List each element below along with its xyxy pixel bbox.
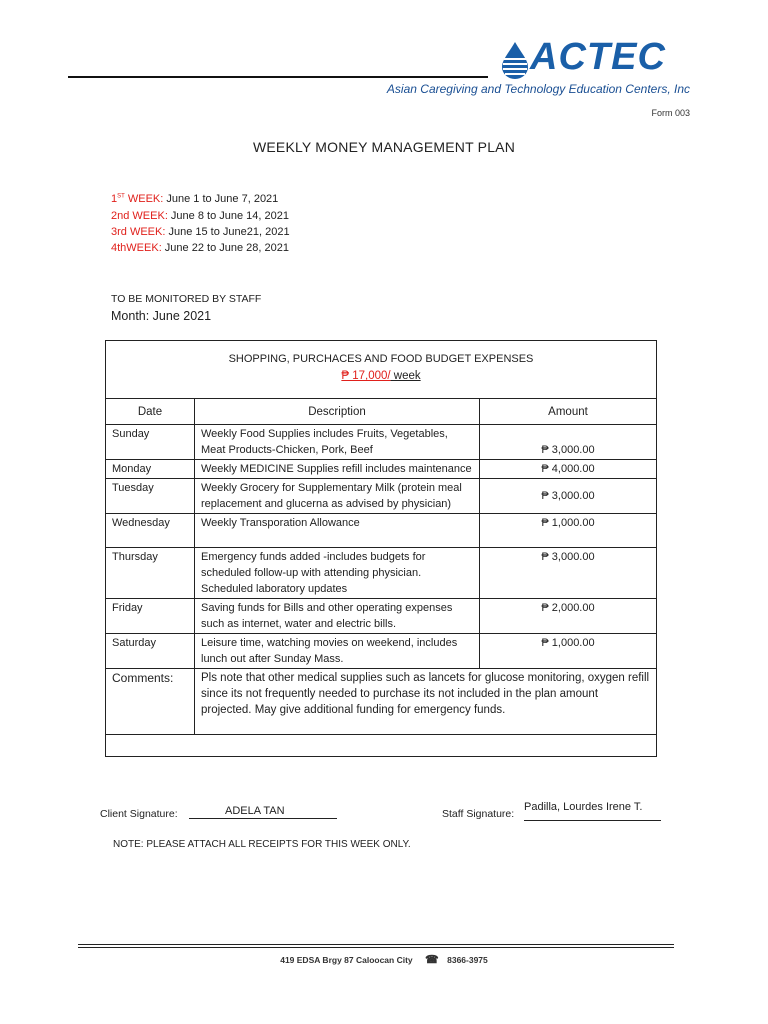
client-signature-line [189,818,337,819]
table-row [106,634,657,669]
table-row [106,599,657,634]
week-1 [111,193,278,205]
amount-cell: ₱ 3,000.00 [480,479,657,514]
header-rule [68,76,488,78]
week-range: June 15 to June21, 2021 [165,226,290,238]
phone-icon: ☎ [425,954,439,966]
description-cell: Emergency funds added -includes budgets for scheduled follow-up with attending physician. Scheduled laboratory updates [195,548,480,599]
week-range: June 8 to June 14, 2021 [167,210,289,222]
amount-cell: ₱ 1,000.00 [480,514,657,548]
budget-line [105,370,657,382]
budget-unit: week [390,370,421,382]
staff-signature-name: Padilla, Lourdes Irene T. [524,801,643,813]
actec-logo [498,36,698,80]
day-cell: Friday [106,599,195,634]
description-cell: Weekly Grocery for Supplementary Milk (protein meal replacement and glucerna as advised by physician) [195,479,480,514]
amount-cell: ₱ 4,000.00 [480,460,657,479]
week-4 [111,242,289,254]
week-3 [111,226,290,238]
drop-logo-icon [498,40,532,80]
client-signature-name: ADELA TAN [225,805,285,817]
table-row [106,479,657,514]
day-cell: Saturday [106,634,195,669]
day-cell: Sunday [106,425,195,460]
day-cell: Tuesday [106,479,195,514]
table-title: SHOPPING, PURCHACES AND FOOD BUDGET EXPENSES [228,353,534,365]
footer-rule [78,947,674,948]
week-range: June 1 to June 7, 2021 [163,193,279,205]
week-range: June 22 to June 28, 2021 [161,242,289,254]
amount-cell: ₱ 3,000.00 [480,548,657,599]
comments-label: Comments: [106,669,195,735]
day-cell: Wednesday [106,514,195,548]
description-cell: Weekly Food Supplies includes Fruits, Vegetables, Meat Products-Chicken, Pork, Beef [195,425,480,460]
footer-address: 419 EDSA Brgy 87 Caloocan City [280,955,413,965]
logo-text: ACTEC [530,36,666,78]
amount-cell: ₱ 3,000.00 [480,425,657,460]
footer-phone: 8366-3975 [447,955,488,965]
table-row [106,460,657,479]
week-label: 4thWEEK: [111,242,162,254]
header-description: Description [195,399,480,425]
week-label: 1ST WEEK: [111,193,164,205]
staff-signature-line [524,820,661,821]
footer-rule [78,944,674,945]
table-row [106,425,657,460]
footer [0,953,768,966]
description-cell: Weekly Transporation Allowance [195,514,480,548]
month-text: Month: June 2021 [111,309,212,323]
description-cell: Saving funds for Bills and other operating expenses such as internet, water and electric bills. [195,599,480,634]
table-row [106,514,657,548]
day-cell: Monday [106,460,195,479]
header-amount: Amount [480,399,657,425]
budget-amount: ₱ 17,000/ [341,370,391,382]
staff-signature-label: Staff Signature: [442,808,515,820]
week-2 [111,210,289,222]
expenses-table [105,398,657,735]
table-header-row [106,399,657,425]
amount-cell: ₱ 1,000.00 [480,634,657,669]
company-name: Asian Caregiving and Technology Education Centers, Inc [386,82,690,96]
form-number: Form 003 [651,108,690,118]
amount-cell: ₱ 2,000.00 [480,599,657,634]
client-signature-label: Client Signature: [100,808,178,820]
table-row [106,548,657,599]
description-cell: Leisure time, watching movies on weekend, includes lunch out after Sunday Mass. [195,634,480,669]
week-label: 2nd WEEK: [111,210,168,222]
note-text: NOTE: PLEASE ATTACH ALL RECEIPTS FOR THIS WEEK ONLY. [113,839,411,850]
monitor-text: TO BE MONITORED BY STAFF [111,293,262,305]
header-date: Date [106,399,195,425]
comments-text: Pls note that other medical supplies such as lancets for glucose monitoring, oxygen refill since its not frequently needed to purchase its not included in the plan amount projected. May give additional funding for emergency funds. [195,669,657,735]
comments-row [106,669,657,735]
day-cell: Thursday [106,548,195,599]
page-title: WEEKLY MONEY MANAGEMENT PLAN [252,139,516,155]
week-label: 3rd WEEK: [111,226,166,238]
description-cell: Weekly MEDICINE Supplies refill includes maintenance [195,460,480,479]
